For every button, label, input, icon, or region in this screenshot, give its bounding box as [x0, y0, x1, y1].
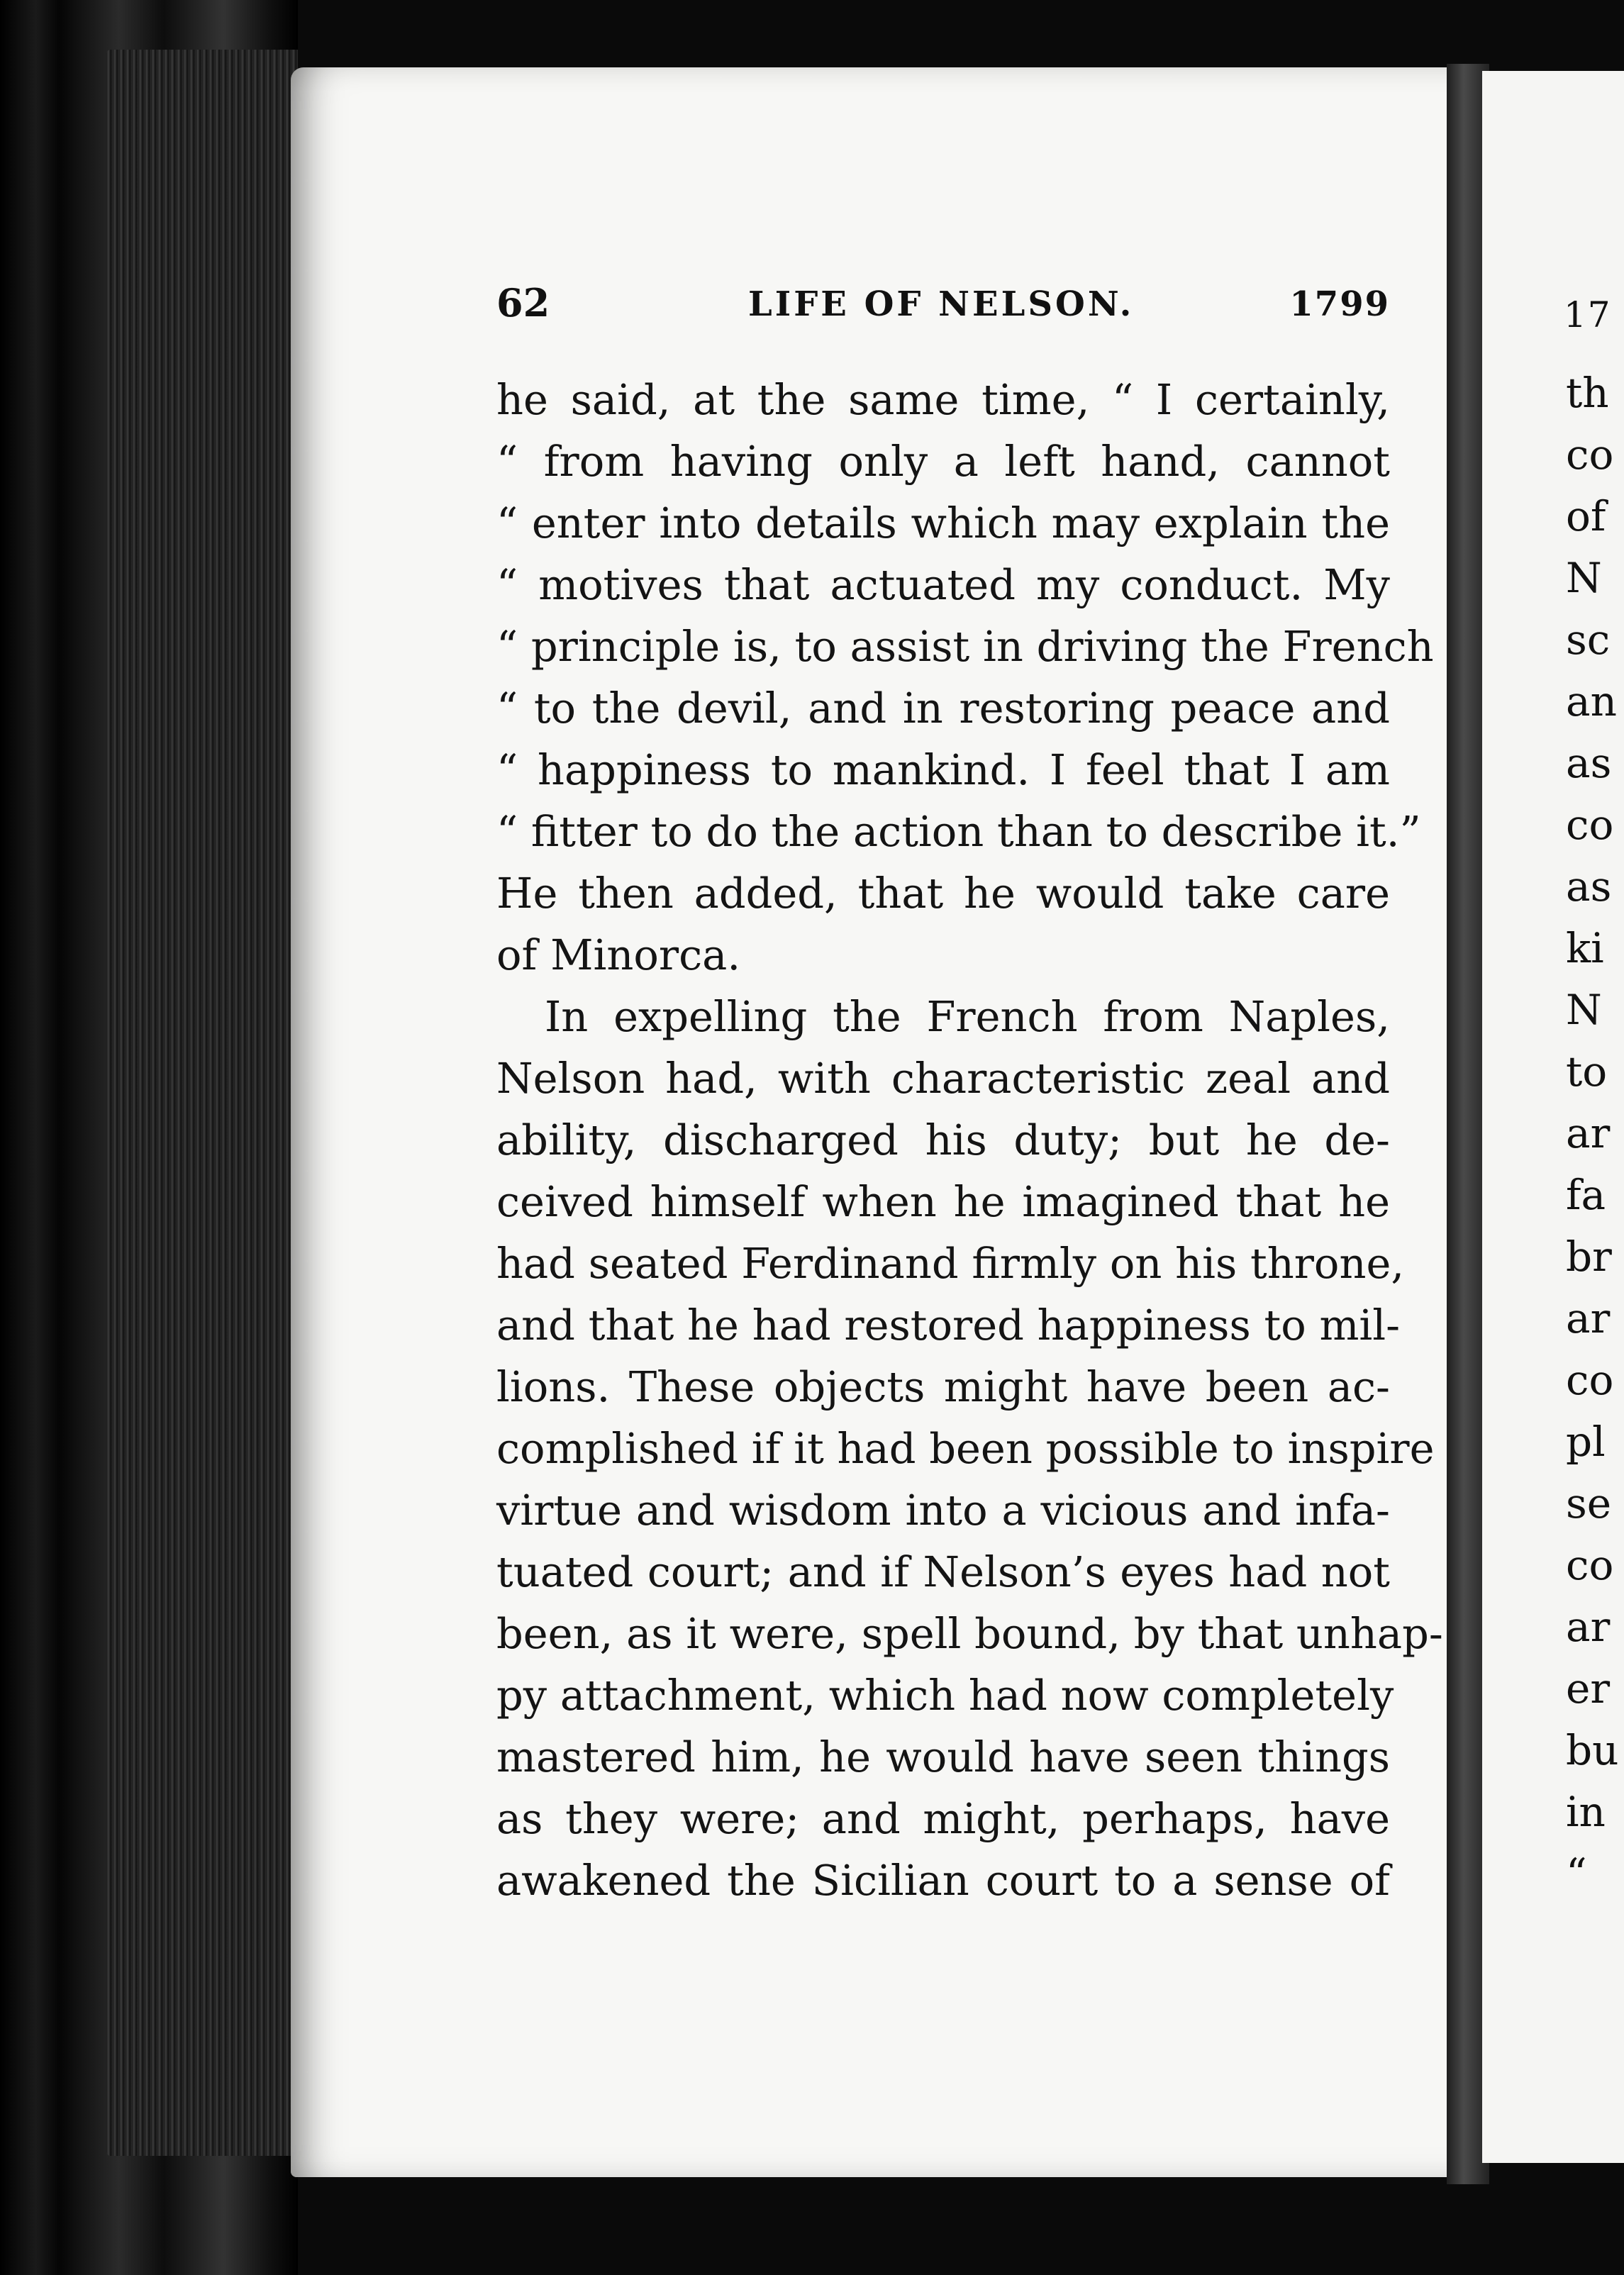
next-page-fragment: “ [1566, 1850, 1587, 1898]
text-line: awakened the Sicilian court to a sense of [496, 1856, 1390, 1905]
text-line: he said, at the same time, “ I certainly, [496, 375, 1390, 424]
text-line: complished if it had been possible to inspire [496, 1424, 1435, 1473]
text-line: “ fitter to do the action than to describe it.” [496, 807, 1421, 856]
next-page-fragment: fa [1566, 1171, 1606, 1219]
next-page-fragment: of [1566, 492, 1606, 540]
next-page-fragment: in [1566, 1788, 1606, 1836]
next-page-fragment: an [1566, 677, 1617, 725]
text-line: of Minorca. [496, 930, 741, 979]
next-page-fragment: er [1566, 1664, 1611, 1713]
text-line: In expelling the French from Naples, [545, 992, 1390, 1041]
next-page-fragment: co [1566, 1541, 1614, 1589]
text-line: mastered him, he would have seen things [496, 1732, 1390, 1781]
text-line: ceived himself when he imagined that he [496, 1177, 1390, 1226]
next-page-fragment: ki [1566, 924, 1604, 972]
next-page-fragment: co [1566, 1356, 1614, 1404]
next-page-fragment: ar [1566, 1294, 1611, 1342]
text-line: been, as it were, spell bound, by that unhap- [496, 1609, 1443, 1658]
running-title: LIFE OF NELSON. [748, 284, 1135, 324]
text-line: virtue and wisdom into a vicious and infa- [496, 1486, 1390, 1535]
next-page-fragment: N [1566, 986, 1602, 1034]
next-page-fragment: to [1566, 1047, 1608, 1096]
next-page-fragment: ar [1566, 1603, 1611, 1651]
text-line: “ enter into details which may explain the [496, 499, 1390, 547]
text-line: had seated Ferdinand firmly on his throne, [496, 1239, 1405, 1288]
right-page-fragment [1482, 71, 1624, 2163]
next-page-fragment: th [1566, 369, 1609, 417]
text-line: “ motives that actuated my conduct. My [496, 560, 1390, 609]
text-line: py attachment, which had now completely [496, 1671, 1394, 1720]
next-page-fragment: co [1566, 801, 1614, 849]
body-text [496, 369, 1443, 1911]
text-line: tuated court; and if Nelson’s eyes had not [496, 1547, 1390, 1596]
text-line: “ to the devil, and in restoring peace and [496, 684, 1390, 733]
text-line: ability, discharged his duty; but he de- [496, 1116, 1390, 1164]
next-page-fragment: se [1566, 1479, 1612, 1528]
page-number: 62 [496, 280, 550, 326]
next-page-fragment: ar [1566, 1109, 1611, 1157]
text-line: Nelson had, with characteristic zeal and [496, 1054, 1390, 1103]
text-line: and that he had restored happiness to mil- [496, 1301, 1401, 1350]
next-page-fragment: br [1566, 1233, 1612, 1281]
next-page-fragment: co [1566, 430, 1614, 479]
next-page-fragment: pl [1566, 1418, 1606, 1466]
next-page-header-fragment: 17 [1564, 294, 1612, 335]
running-year: 1799 [1289, 284, 1390, 324]
page-edges [106, 50, 298, 2156]
text-line: “ principle is, to assist in driving the French [496, 622, 1434, 671]
running-head [496, 280, 1390, 337]
text-line: He then added, that he would take care [496, 869, 1390, 918]
text-line: lions. These objects might have been ac- [496, 1362, 1390, 1411]
next-page-fragment: as [1566, 739, 1612, 787]
next-page-fragment: N [1566, 554, 1602, 602]
text-line: “ happiness to mankind. I feel that I am [496, 745, 1390, 794]
text-line: as they were; and might, perhaps, have [496, 1794, 1390, 1843]
next-page-fragment: as [1566, 862, 1612, 911]
text-line: “ from having only a left hand, cannot [496, 437, 1390, 486]
next-page-fragment: bu [1566, 1726, 1619, 1774]
next-page-fragment: sc [1566, 616, 1611, 664]
